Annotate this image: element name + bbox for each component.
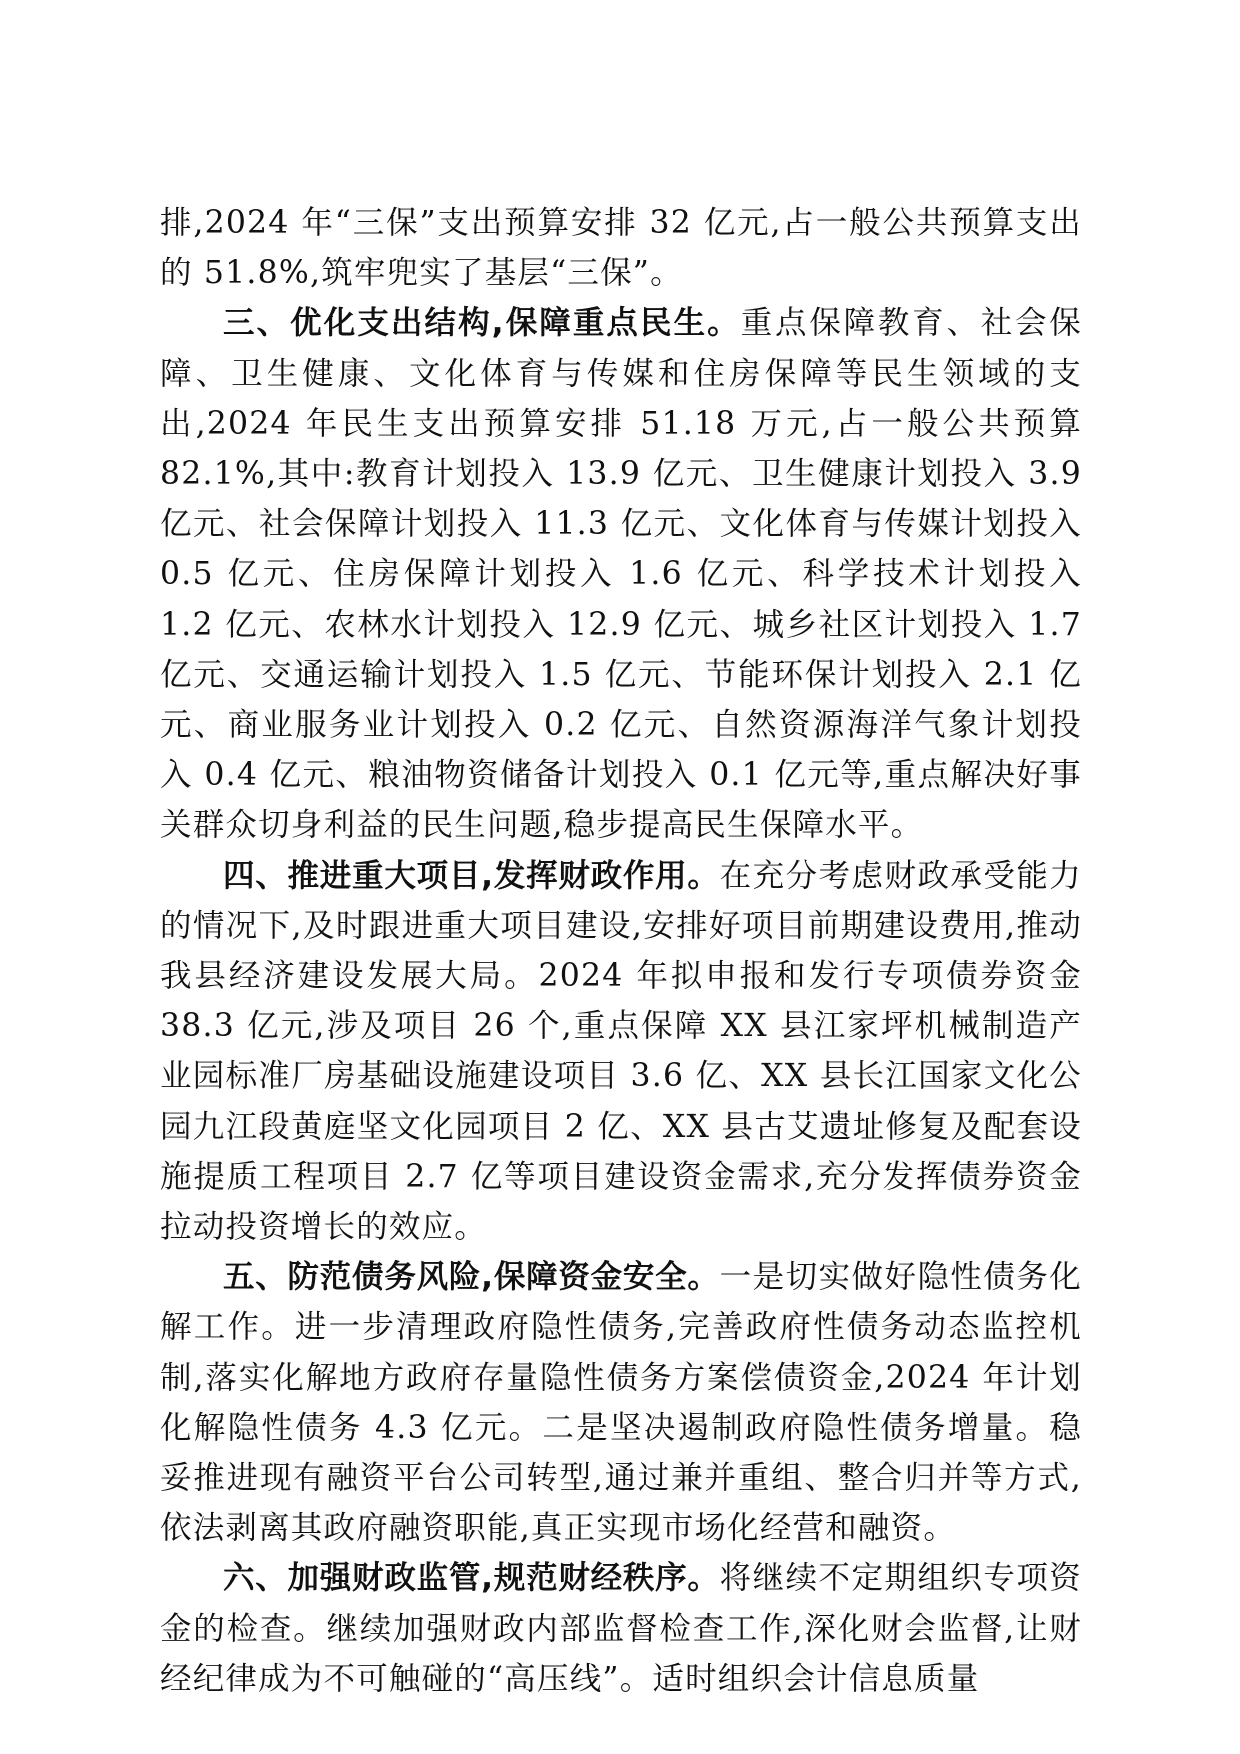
paragraph-section-5: [160, 1252, 1082, 1553]
paragraph-body: 将继续不定期组织专项资金的检查。继续加强财政内部监督检查工作,深化财会监督,让财经纪律成为不可触碰的“高压线”。适时组织会计信息质量: [160, 1560, 1082, 1697]
paragraph-continuation: [160, 198, 1082, 298]
paragraph-body: 重点保障教育、社会保障、卫生健康、文化体育与传媒和住房保障等民生领域的支出,2024 年民生支出预算安排 51.18 万元,占一般公共预算 82.1%,其中:教育计划投入 13.9 亿元、卫生健康计划投入 3.9 亿元、社会保障计划投入 11.3 亿元、文化体育与传媒计划投入 0.5 亿元、住房保障计划投入 1.6 亿元、科学技术计划投入 1.2 亿元、农林水计划投入 12.9 亿元、城乡社区计划投入 1.7 亿元、交通运输计划投入 1.5 亿元、节能环保计划投入 2.1 亿元、商业服务业计划投入 0.2 亿元、自然资源海洋气象计划投入 0.4 亿元、粮油物资储备计划投入 0.1 亿元等,重点解决好事关群众切身利益的民生问题,稳步提高民生保障水平。: [160, 305, 1082, 844]
section-heading: 六、加强财政监管,规范财经秩序。: [223, 1560, 720, 1597]
section-heading: 五、防范债务风险,保障资金安全。: [223, 1259, 720, 1296]
section-heading: 三、优化支出结构,保障重点民生。: [223, 305, 741, 342]
document-page: [160, 198, 1082, 1704]
paragraph-section-6: [160, 1553, 1082, 1704]
paragraph-body: 一是切实做好隐性债务化解工作。进一步清理政府隐性债务,完善政府性债务动态监控机制,落实化解地方政府存量隐性债务方案偿债资金,2024 年计划化解隐性债务 4.3 亿元。二是坚决遏制政府隐性债务增量。稳妥推进现有融资平台公司转型,通过兼并重组、整合归并等方式,依法剥离其政府融资职能,真正实现市场化经营和融资。: [160, 1259, 1082, 1547]
paragraph-section-4: [160, 851, 1082, 1253]
paragraph-section-3: [160, 298, 1082, 850]
section-heading: 四、推进重大项目,发挥财政作用。: [223, 857, 720, 894]
paragraph-body: 排,2024 年“三保”支出预算安排 32 亿元,占一般公共预算支出的 51.8%,筑牢兜实了基层“三保”。: [160, 205, 1082, 292]
paragraph-body: 在充分考虑财政承受能力的情况下,及时跟进重大项目建设,安排好项目前期建设费用,推动我县经济建设发展大局。2024 年拟申报和发行专项债券资金 38.3 亿元,涉及项目 26 个,重点保障 XX 县江家坪机械制造产业园标准厂房基础设施建设项目 3.6 亿、XX 县长江国家文化公园九江段黄庭坚文化园项目 2 亿、XX 县古艾遗址修复及配套设施提质工程项目 2.7 亿等项目建设资金需求,充分发挥债券资金拉动投资增长的效应。: [160, 857, 1082, 1246]
